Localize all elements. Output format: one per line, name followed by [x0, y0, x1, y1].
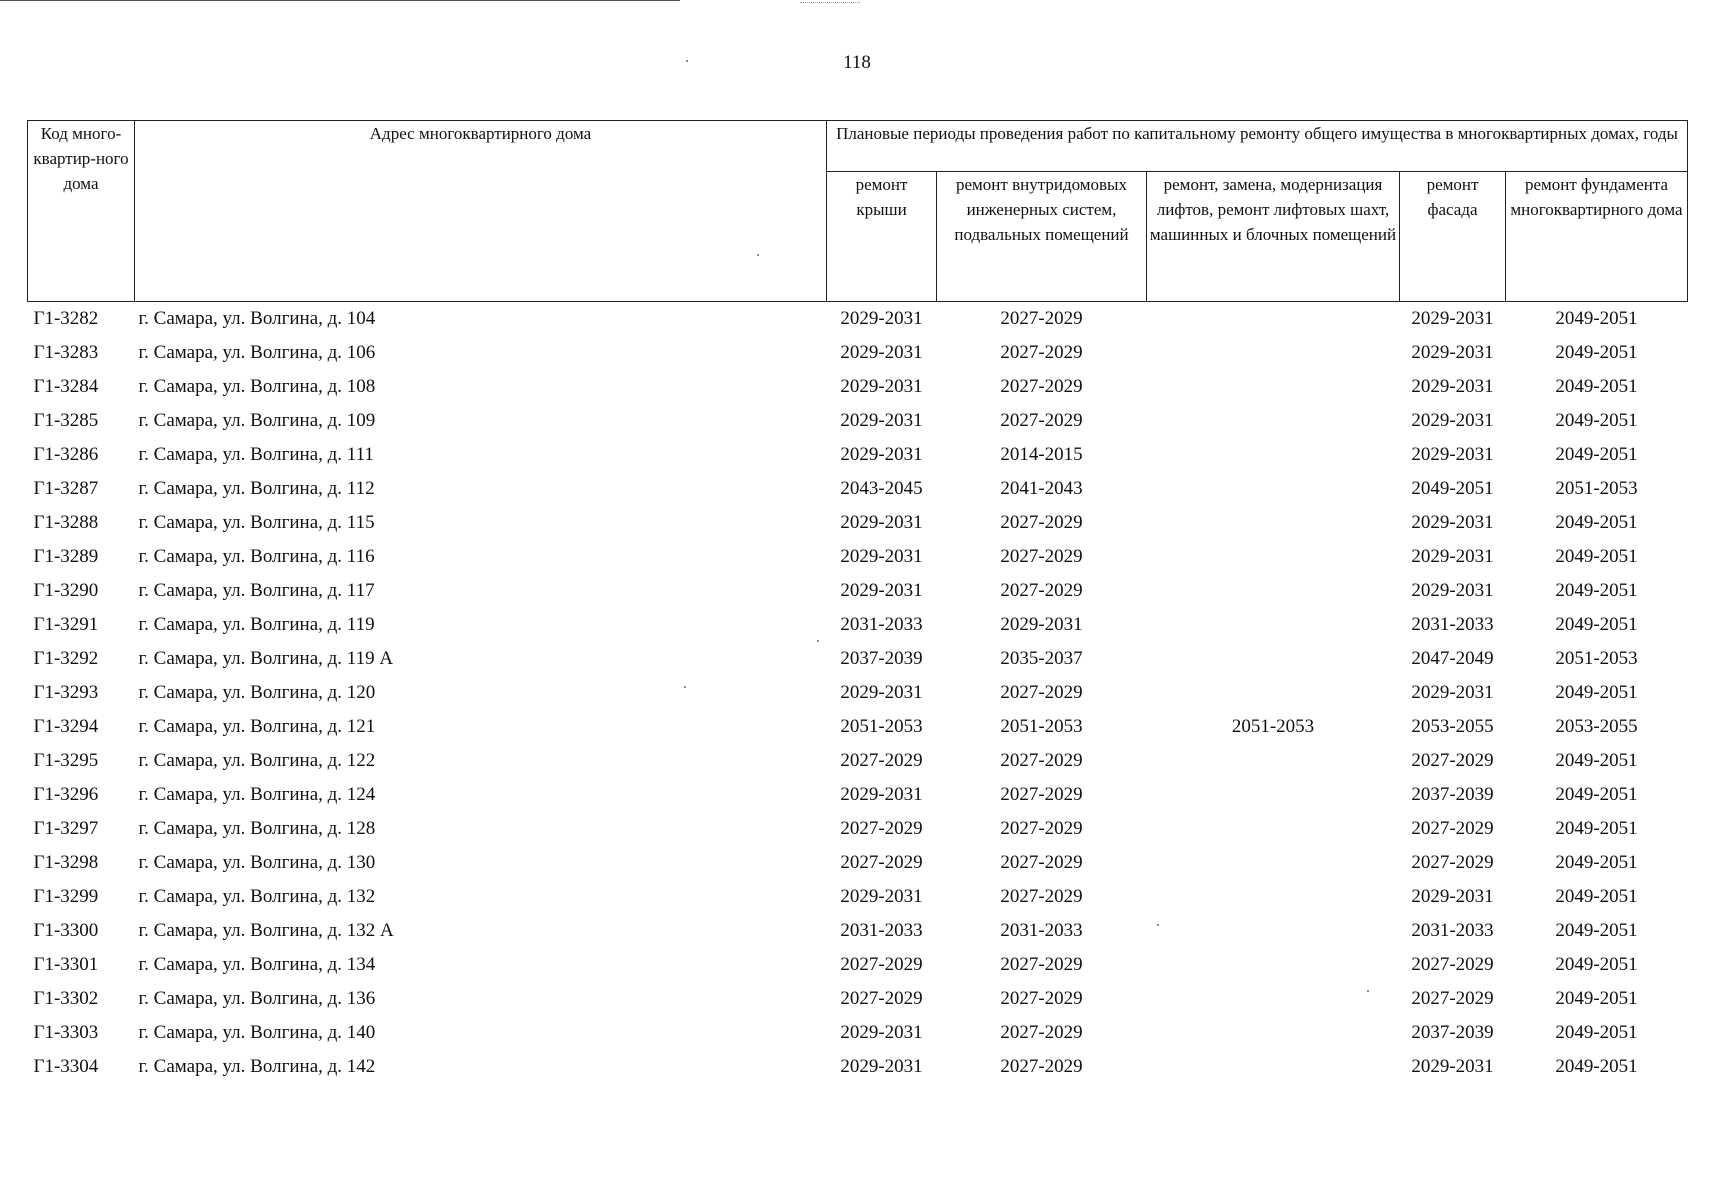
cell-foundation: 2049-2051 [1555, 818, 1638, 839]
cell-code: Г1-3282 [33, 308, 99, 329]
cell-foundation: 2049-2051 [1555, 886, 1638, 907]
cell-code: Г1-3292 [33, 648, 99, 669]
header-facade: ремонт фасада [1400, 172, 1506, 302]
cell-roof: 2029-2031 [840, 444, 923, 465]
cell-lifts [1147, 438, 1400, 472]
cell-code: Г1-3289 [33, 546, 99, 567]
cell-foundation: 2049-2051 [1555, 852, 1638, 873]
cell-facade: 2037-2039 [1411, 784, 1494, 805]
cell-address: г. Самара, ул. Волгина, д. 111 [138, 444, 374, 465]
cell-roof: 2029-2031 [840, 1056, 923, 1077]
cell-foundation: 2053-2055 [1555, 716, 1638, 737]
cell-lifts [1147, 948, 1400, 982]
cell-facade: 2029-2031 [1411, 376, 1494, 397]
cell-engineering: 2027-2029 [1000, 410, 1083, 431]
scan-speck [686, 60, 688, 62]
cell-engineering: 2027-2029 [1000, 546, 1083, 567]
cell-lifts [1147, 846, 1400, 880]
cell-facade: 2049-2051 [1411, 478, 1494, 499]
cell-address: г. Самара, ул. Волгина, д. 120 [138, 682, 376, 703]
cell-roof: 2029-2031 [840, 376, 923, 397]
cell-engineering: 2014-2015 [1000, 444, 1083, 465]
cell-foundation: 2051-2053 [1555, 478, 1638, 499]
table-row [28, 1050, 1688, 1084]
cell-facade: 2029-2031 [1411, 410, 1494, 431]
header-engineering: ремонт внутридомовых инженерных систем, подвальных помещений [937, 172, 1147, 302]
cell-code: Г1-3303 [33, 1022, 99, 1043]
cell-facade: 2029-2031 [1411, 444, 1494, 465]
cell-facade: 2029-2031 [1411, 342, 1494, 363]
cell-foundation: 2049-2051 [1555, 954, 1638, 975]
scan-speck [817, 640, 819, 642]
table-row [28, 914, 1688, 948]
cell-foundation: 2049-2051 [1555, 546, 1638, 567]
table-row [28, 778, 1688, 812]
cell-facade: 2027-2029 [1411, 988, 1494, 1009]
table-row [28, 608, 1688, 642]
cell-lifts [1147, 540, 1400, 574]
scan-speck [1367, 990, 1369, 992]
cell-foundation: 2049-2051 [1555, 444, 1638, 465]
cell-foundation: 2049-2051 [1555, 410, 1638, 431]
cell-engineering: 2027-2029 [1000, 784, 1083, 805]
table-row [28, 744, 1688, 778]
cell-foundation: 2049-2051 [1555, 1022, 1638, 1043]
table-row [28, 676, 1688, 710]
cell-facade: 2027-2029 [1411, 852, 1494, 873]
cell-code: Г1-3287 [33, 478, 99, 499]
cell-engineering: 2027-2029 [1000, 512, 1083, 533]
cell-roof: 2029-2031 [840, 1022, 923, 1043]
scan-edge-line [0, 0, 680, 1]
header-address: Адрес многоквартирного дома [135, 121, 827, 302]
cell-code: Г1-3295 [33, 750, 99, 771]
cell-lifts [1147, 778, 1400, 812]
cell-address: г. Самара, ул. Волгина, д. 124 [138, 784, 376, 805]
scan-edge-dots [800, 2, 860, 3]
cell-address: г. Самара, ул. Волгина, д. 116 [138, 546, 375, 567]
scan-speck [684, 686, 686, 688]
cell-facade: 2027-2029 [1411, 750, 1494, 771]
cell-engineering: 2027-2029 [1000, 954, 1083, 975]
cell-code: Г1-3297 [33, 818, 99, 839]
cell-code: Г1-3284 [33, 376, 99, 397]
cell-roof: 2027-2029 [840, 750, 923, 771]
cell-lifts: 2051-2053 [1231, 716, 1315, 737]
cell-engineering: 2041-2043 [1000, 478, 1083, 499]
cell-lifts [1147, 880, 1400, 914]
cell-foundation: 2049-2051 [1555, 682, 1638, 703]
cell-address: г. Самара, ул. Волгина, д. 112 [138, 478, 375, 499]
table-row [28, 710, 1688, 744]
cell-address: г. Самара, ул. Волгина, д. 128 [138, 818, 376, 839]
cell-address: г. Самара, ул. Волгина, д. 117 [138, 580, 375, 601]
cell-lifts [1147, 744, 1400, 778]
cell-facade: 2029-2031 [1411, 580, 1494, 601]
cell-lifts [1147, 914, 1400, 948]
cell-foundation: 2049-2051 [1555, 342, 1638, 363]
cell-roof: 2051-2053 [840, 716, 923, 737]
cell-roof: 2031-2033 [840, 920, 923, 941]
table-row [28, 540, 1688, 574]
cell-engineering: 2027-2029 [1000, 818, 1083, 839]
cell-lifts [1147, 472, 1400, 506]
cell-address: г. Самара, ул. Волгина, д. 119 А [138, 648, 394, 669]
header-lifts: ремонт, замена, модернизация лифтов, ремонт лифтовых шахт, машинных и блочных помещений [1147, 172, 1400, 302]
cell-foundation: 2049-2051 [1555, 1056, 1638, 1077]
cell-foundation: 2049-2051 [1555, 580, 1638, 601]
cell-address: г. Самара, ул. Волгина, д. 106 [138, 342, 376, 363]
cell-address: г. Самара, ул. Волгина, д. 142 [138, 1056, 376, 1077]
table-row [28, 1016, 1688, 1050]
header-roof: ремонт крыши [827, 172, 937, 302]
table-row [28, 506, 1688, 540]
cell-roof: 2027-2029 [840, 852, 923, 873]
table-row [28, 574, 1688, 608]
cell-code: Г1-3291 [33, 614, 99, 635]
cell-code: Г1-3283 [33, 342, 99, 363]
cell-code: Г1-3285 [33, 410, 99, 431]
cell-code: Г1-3298 [33, 852, 99, 873]
cell-roof: 2027-2029 [840, 988, 923, 1009]
cell-foundation: 2049-2051 [1555, 308, 1638, 329]
cell-engineering: 2027-2029 [1000, 376, 1083, 397]
cell-roof: 2029-2031 [840, 308, 923, 329]
cell-foundation: 2049-2051 [1555, 512, 1638, 533]
cell-roof: 2029-2031 [840, 342, 923, 363]
table-row [28, 846, 1688, 880]
cell-facade: 2037-2039 [1411, 1022, 1494, 1043]
cell-code: Г1-3301 [33, 954, 99, 975]
cell-roof: 2029-2031 [840, 784, 923, 805]
cell-facade: 2027-2029 [1411, 954, 1494, 975]
cell-roof: 2031-2033 [840, 614, 923, 635]
cell-foundation: 2049-2051 [1555, 376, 1638, 397]
table-row [28, 302, 1688, 337]
document-sheet [27, 120, 1688, 1084]
cell-facade: 2027-2029 [1411, 818, 1494, 839]
header-code: Код много-квартир-ного дома [28, 121, 135, 302]
cell-code: Г1-3296 [33, 784, 99, 805]
capital-repair-table [27, 120, 1688, 1084]
table-row [28, 982, 1688, 1016]
cell-lifts [1147, 812, 1400, 846]
table-row [28, 438, 1688, 472]
cell-engineering: 2035-2037 [1000, 648, 1083, 669]
cell-foundation: 2049-2051 [1555, 614, 1638, 635]
cell-code: Г1-3290 [33, 580, 99, 601]
cell-lifts [1147, 608, 1400, 642]
cell-foundation: 2049-2051 [1555, 750, 1638, 771]
cell-engineering: 2027-2029 [1000, 682, 1083, 703]
cell-address: г. Самара, ул. Волгина, д. 108 [138, 376, 376, 397]
cell-facade: 2031-2033 [1411, 920, 1494, 941]
cell-address: г. Самара, ул. Волгина, д. 130 [138, 852, 376, 873]
cell-lifts [1147, 370, 1400, 404]
table-row [28, 404, 1688, 438]
cell-lifts [1147, 642, 1400, 676]
cell-roof: 2029-2031 [840, 886, 923, 907]
cell-roof: 2029-2031 [840, 580, 923, 601]
table-row [28, 336, 1688, 370]
table-row [28, 880, 1688, 914]
cell-facade: 2053-2055 [1411, 716, 1494, 737]
cell-roof: 2043-2045 [840, 478, 923, 499]
cell-roof: 2029-2031 [840, 682, 923, 703]
table-row [28, 948, 1688, 982]
cell-engineering: 2027-2029 [1000, 852, 1083, 873]
cell-address: г. Самара, ул. Волгина, д. 104 [138, 308, 376, 329]
cell-facade: 2029-2031 [1411, 886, 1494, 907]
cell-engineering: 2027-2029 [1000, 1022, 1083, 1043]
cell-lifts [1147, 302, 1400, 337]
cell-facade: 2029-2031 [1411, 512, 1494, 533]
cell-facade: 2029-2031 [1411, 308, 1494, 329]
cell-address: г. Самара, ул. Волгина, д. 109 [138, 410, 376, 431]
cell-code: Г1-3299 [33, 886, 99, 907]
table-header [28, 121, 1688, 302]
cell-code: Г1-3293 [33, 682, 99, 703]
cell-address: г. Самара, ул. Волгина, д. 115 [138, 512, 375, 533]
cell-engineering: 2027-2029 [1000, 580, 1083, 601]
cell-address: г. Самара, ул. Волгина, д. 119 [138, 614, 375, 635]
cell-code: Г1-3294 [33, 716, 99, 737]
cell-address: г. Самара, ул. Волгина, д. 132 А [138, 920, 394, 941]
cell-lifts [1147, 336, 1400, 370]
table-body [28, 302, 1688, 1085]
cell-engineering: 2027-2029 [1000, 886, 1083, 907]
cell-address: г. Самара, ул. Волгина, д. 140 [138, 1022, 376, 1043]
page-number: 118 [843, 52, 871, 73]
table-row [28, 642, 1688, 676]
cell-lifts [1147, 1016, 1400, 1050]
cell-engineering: 2031-2033 [1000, 920, 1083, 941]
cell-lifts [1147, 574, 1400, 608]
cell-roof: 2027-2029 [840, 818, 923, 839]
table-row [28, 812, 1688, 846]
cell-lifts [1147, 1050, 1400, 1084]
cell-address: г. Самара, ул. Волгина, д. 136 [138, 988, 376, 1009]
cell-engineering: 2027-2029 [1000, 750, 1083, 771]
table-row [28, 370, 1688, 404]
scan-speck [1157, 924, 1159, 926]
cell-foundation: 2051-2053 [1555, 648, 1638, 669]
cell-engineering: 2027-2029 [1000, 308, 1083, 329]
cell-facade: 2029-2031 [1411, 682, 1494, 703]
cell-code: Г1-3302 [33, 988, 99, 1009]
cell-engineering: 2029-2031 [1000, 614, 1083, 635]
cell-code: Г1-3300 [33, 920, 99, 941]
cell-facade: 2029-2031 [1411, 1056, 1494, 1077]
cell-engineering: 2051-2053 [1000, 716, 1083, 737]
cell-roof: 2029-2031 [840, 410, 923, 431]
cell-code: Г1-3304 [33, 1056, 99, 1077]
cell-roof: 2027-2029 [840, 954, 923, 975]
cell-engineering: 2027-2029 [1000, 342, 1083, 363]
cell-address: г. Самара, ул. Волгина, д. 132 [138, 886, 376, 907]
cell-roof: 2029-2031 [840, 546, 923, 567]
cell-foundation: 2049-2051 [1555, 920, 1638, 941]
cell-lifts [1147, 506, 1400, 540]
cell-roof: 2029-2031 [840, 512, 923, 533]
cell-code: Г1-3286 [33, 444, 99, 465]
cell-address: г. Самара, ул. Волгина, д. 122 [138, 750, 376, 771]
table-row [28, 472, 1688, 506]
cell-lifts [1147, 676, 1400, 710]
cell-engineering: 2027-2029 [1000, 988, 1083, 1009]
cell-facade: 2031-2033 [1411, 614, 1494, 635]
cell-foundation: 2049-2051 [1555, 988, 1638, 1009]
cell-roof: 2037-2039 [840, 648, 923, 669]
cell-lifts [1147, 982, 1400, 1016]
scan-speck [757, 254, 759, 256]
cell-lifts [1147, 404, 1400, 438]
cell-engineering: 2027-2029 [1000, 1056, 1083, 1077]
header-foundation: ремонт фундамента многоквартирного дома [1506, 172, 1688, 302]
cell-foundation: 2049-2051 [1555, 784, 1638, 805]
cell-address: г. Самара, ул. Волгина, д. 121 [138, 716, 376, 737]
header-planned-periods: Плановые периоды проведения работ по капитальному ремонту общего имущества в многоквартирных домах, годы [827, 121, 1688, 172]
cell-code: Г1-3288 [33, 512, 99, 533]
cell-facade: 2047-2049 [1411, 648, 1494, 669]
cell-facade: 2029-2031 [1411, 546, 1494, 567]
cell-address: г. Самара, ул. Волгина, д. 134 [138, 954, 376, 975]
